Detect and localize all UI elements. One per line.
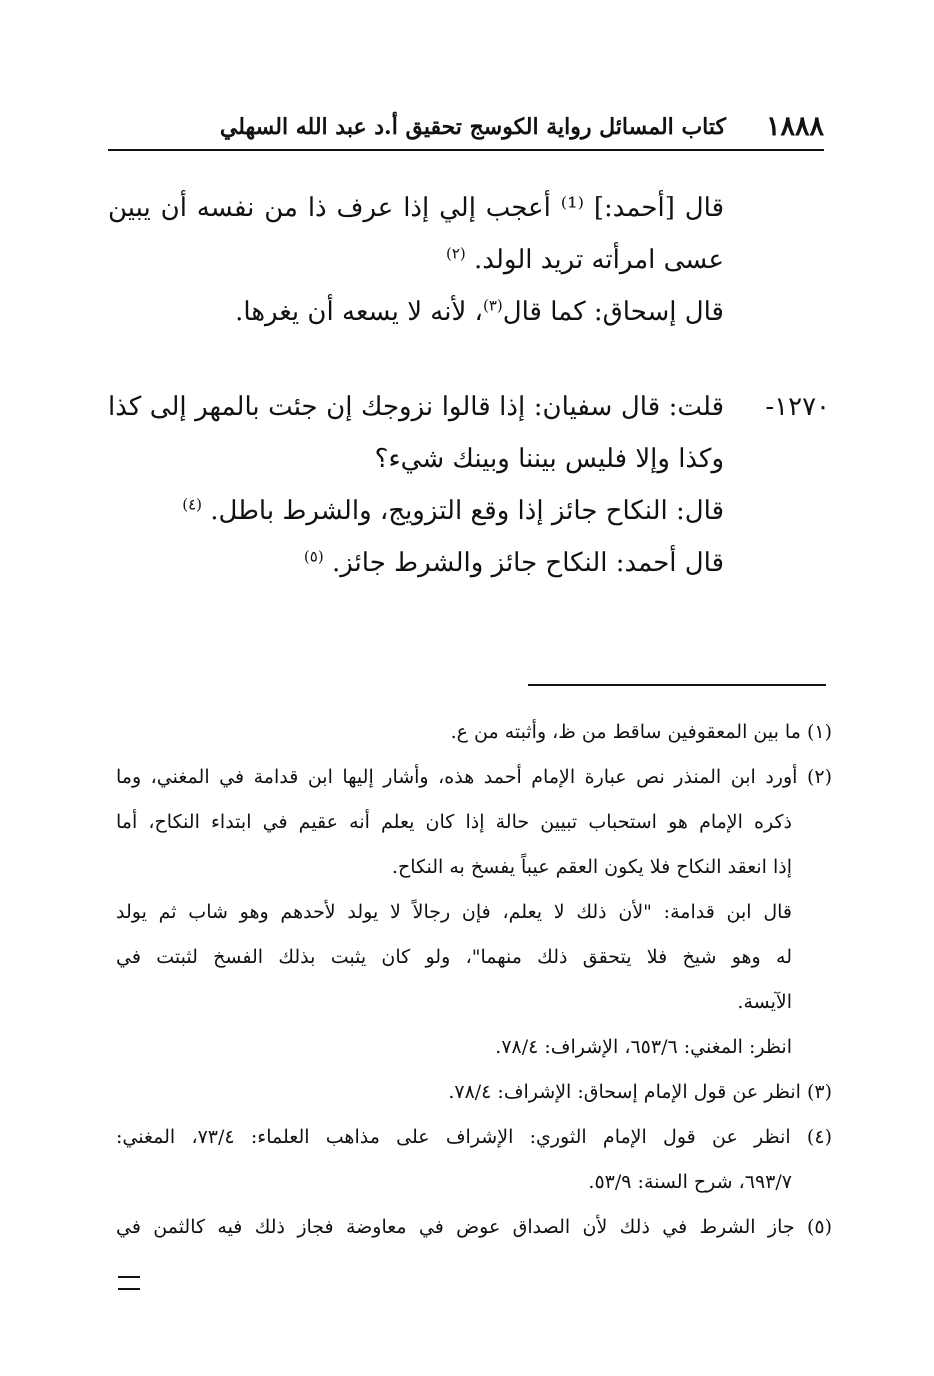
footnote-separator <box>528 684 826 686</box>
question-entry <box>108 381 830 589</box>
footnote-line: له وهو شيخ فلا يتحقق ذلك منهما"، ولو كان يثبت بذلك الفسخ لثبتت في <box>116 946 792 968</box>
page-header <box>108 104 824 144</box>
footnote-line: (٢) أورد ابن المنذر نص عبارة الإمام أحمد هذه، وأشار إليها ابن قدامة في المغني، وما <box>116 766 832 788</box>
footnote-line: (٥) جاز الشرط في ذلك لأن الصداق عوض في معاوضة فجاز ذلك فيه كالثمن في <box>116 1216 832 1238</box>
footnote-line: ذكره الإمام هو استحباب تبيين حالة إذا كان يعلم أنه عقيم في ابتداء النكاح، أما <box>116 811 792 833</box>
entry-number: ١٢٧٠- <box>765 392 830 422</box>
footnote-marker: (٢) <box>446 244 466 263</box>
footnote-line: الآيسة. <box>737 991 792 1013</box>
footnote-marker: (٣) <box>482 296 503 315</box>
paragraph-line <box>108 537 724 589</box>
paragraph-text: عسى امرأته تريد الولد. <box>474 245 724 275</box>
page-number: ١٨٨٨ <box>765 111 824 142</box>
running-title: كتاب المسائل رواية الكوسج تحقيق أ.د عبد الله السهلي <box>219 114 726 140</box>
paragraph-text: قال إسحاق: كما قال <box>502 297 724 327</box>
paragraph-line: قلت: قال سفيان: إذا قالوا نزوجك إن جئت بالمهر إلى كذا <box>108 392 724 422</box>
footnote-line: إذا انعقد النكاح فلا يكون العقم عيباً يفسخ به النكاح. <box>391 856 792 878</box>
spacer <box>108 338 724 381</box>
main-text <box>108 182 830 589</box>
footnotes <box>116 710 832 1250</box>
paragraph-line <box>108 234 724 286</box>
footnote-line: انظر: المغني: ٦٥٣/٦، الإشراف: ٧٨/٤. <box>495 1036 792 1058</box>
header-rule <box>108 149 824 151</box>
footnote-line: ٦٩٣/٧، شرح السنة: ٥٣/٩. <box>588 1171 792 1193</box>
paragraph-line: وكذا وإلا فليس بيننا وبينك شيء؟ <box>374 444 724 474</box>
footnote-line: (٤) انظر عن قول الإمام الثوري: الإشراف على مذاهب العلماء: ٧٣/٤، المغني: <box>116 1126 832 1148</box>
paragraph-text: ، لأنه لا يسعه أن يغرها. <box>235 297 483 327</box>
paragraph-line: قال [أحمد:] ⁽¹⁾ أعجب إلي إذا عرف ذا من نفسه أن يبين <box>108 193 724 223</box>
paragraph-line <box>108 485 724 537</box>
paragraph-line <box>108 286 724 338</box>
footnote-line: (٣) انظر عن قول الإمام إسحاق: الإشراف: ٧٨/٤. <box>448 1081 832 1103</box>
paragraph-text: قال أحمد: النكاح جائز والشرط جائز. <box>331 548 724 578</box>
paragraph-text: قال: النكاح جائز إذا وقع التزويج، والشرط باطل. <box>210 496 724 526</box>
footnote-line: قال ابن قدامة: "لأن ذلك لا يعلم، فإن رجالاً لا يولد لأحدهم وهو شاب ثم يولد <box>116 901 792 923</box>
continuation-mark <box>118 1276 140 1290</box>
footnote-marker: (٤) <box>182 495 202 514</box>
footnote-marker: (٥) <box>303 547 324 566</box>
footnote-line: (١) ما بين المعقوفين ساقط من ظ، وأثبته من ع. <box>450 721 832 743</box>
